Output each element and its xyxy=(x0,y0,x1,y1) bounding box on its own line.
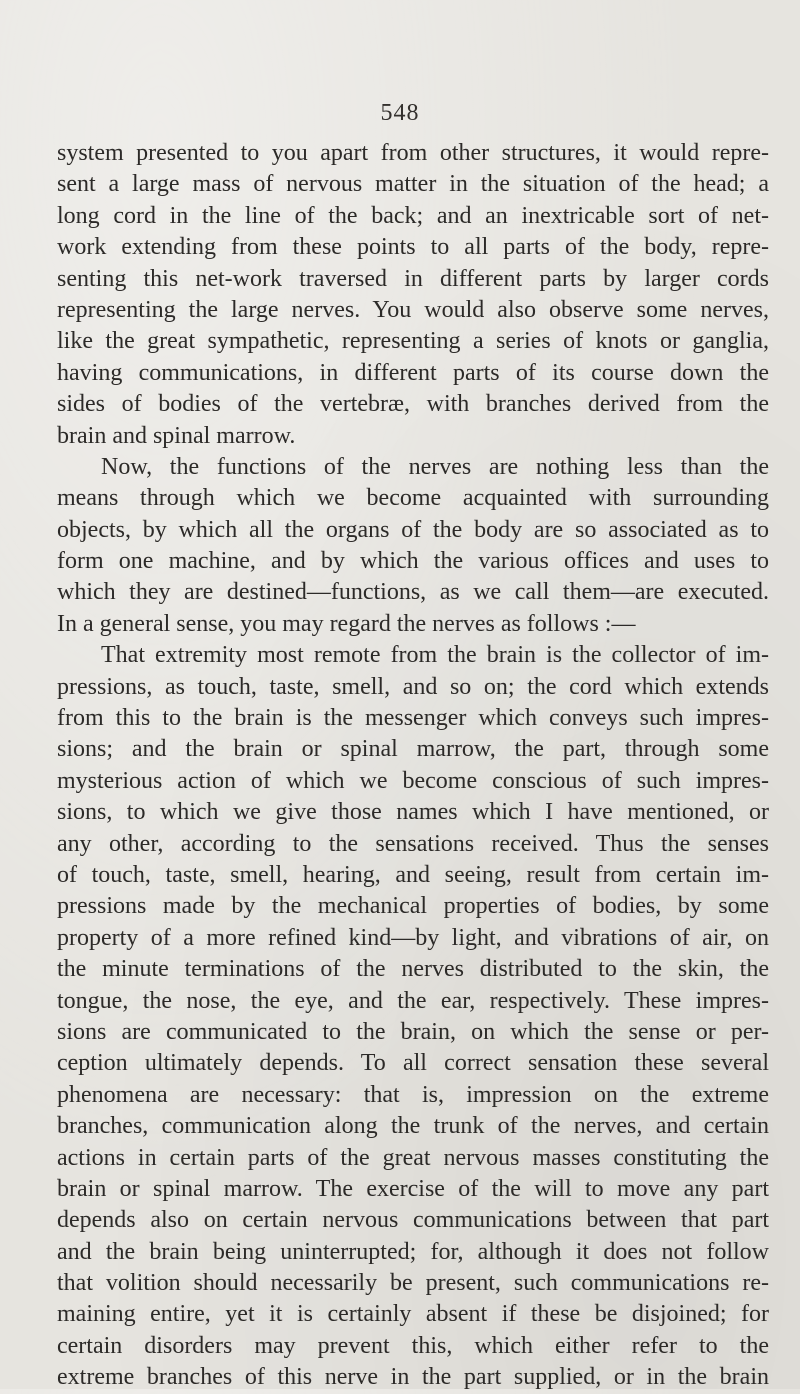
text-line: In a general sense, you may regard the nerves as follows :— xyxy=(57,610,636,637)
text-line: phenomena are necessary: that is, impression on the extreme xyxy=(57,1081,769,1108)
text-line: and the brain being uninterrupted; for, although it does not follow xyxy=(57,1238,769,1265)
text-line: sides of bodies of the vertebræ, with branches derived from the xyxy=(57,391,769,418)
page-number: 548 xyxy=(380,100,420,126)
text-line: pressions, as touch, taste, smell, and so on; the cord which extends xyxy=(57,673,769,700)
text-line: having communications, in different parts of its course down the xyxy=(57,359,769,386)
text-line: depends also on certain nervous communications between that part xyxy=(57,1207,769,1234)
text-line: from this to the brain is the messenger which conveys such impres- xyxy=(57,705,769,732)
text-line: ception ultimately depends. To all correct sensation these several xyxy=(57,1050,769,1077)
text-line: actions in certain parts of the great nervous masses constituting the xyxy=(57,1144,769,1171)
text-line: any other, according to the sensations received. Thus the senses xyxy=(57,830,769,857)
text-line: brain or spinal marrow. The exercise of the will to move any part xyxy=(57,1175,769,1202)
text-line: like the great sympathetic, representing a series of knots or ganglia, xyxy=(57,328,769,355)
text-line: system presented to you apart from other structures, it would repre- xyxy=(57,140,769,166)
text-line: sent a large mass of nervous matter in the situation of the head; a xyxy=(57,171,769,198)
text-line: the minute terminations of the nerves distributed to the skin, the xyxy=(57,956,769,983)
text-line: property of a more refined kind—by light, and vibrations of air, on xyxy=(57,924,769,951)
text-line: means through which we become acquainted with surrounding xyxy=(57,485,769,512)
text-line: extreme branches of this nerve in the part supplied, or in the brain xyxy=(57,1364,769,1391)
text-line: tongue, the nose, the eye, and the ear, respectively. These impres- xyxy=(57,987,769,1014)
text-line: mysterious action of which we become conscious of such impres- xyxy=(57,767,769,794)
text-line: form one machine, and by which the various offices and uses to xyxy=(57,548,769,575)
text-line: senting this net-work traversed in different parts by larger cords xyxy=(57,265,769,292)
text-line: work extending from these points to all parts of the body, repre- xyxy=(57,234,769,261)
body-text xyxy=(57,138,769,1394)
text-line: of touch, taste, smell, hearing, and seeing, result from certain im- xyxy=(57,861,769,888)
text-line: sions, to which we give those names which I have mentioned, or xyxy=(57,799,769,826)
text-line: Now, the functions of the nerves are nothing less than the xyxy=(101,453,769,480)
text-line: long cord in the line of the back; and an inextricable sort of net- xyxy=(57,202,769,229)
text-line: branches, communication along the trunk of the nerves, and certain xyxy=(57,1113,769,1140)
text-line: sions; and the brain or spinal marrow, the part, through some xyxy=(57,736,769,763)
text-line: maining entire, yet it is certainly absent if these be disjoined; for xyxy=(57,1301,769,1328)
text-line: which they are destined—functions, as we call them—are executed. xyxy=(57,579,769,606)
text-line: representing the large nerves. You would also observe some nerves, xyxy=(57,296,769,323)
text-line: pressions made by the mechanical properties of bodies, by some xyxy=(57,893,769,920)
text-line: sions are communicated to the brain, on which the sense or per- xyxy=(57,1018,769,1045)
text-line: That extremity most remote from the brain is the collector of im- xyxy=(101,642,769,669)
text-line: that volition should necessarily be present, such communications re- xyxy=(57,1270,769,1297)
text-line: certain disorders may prevent this, which either refer to the xyxy=(57,1332,769,1359)
text-line: brain and spinal marrow. xyxy=(57,422,296,449)
text-line: objects, by which all the organs of the body are so associated as to xyxy=(57,516,769,543)
